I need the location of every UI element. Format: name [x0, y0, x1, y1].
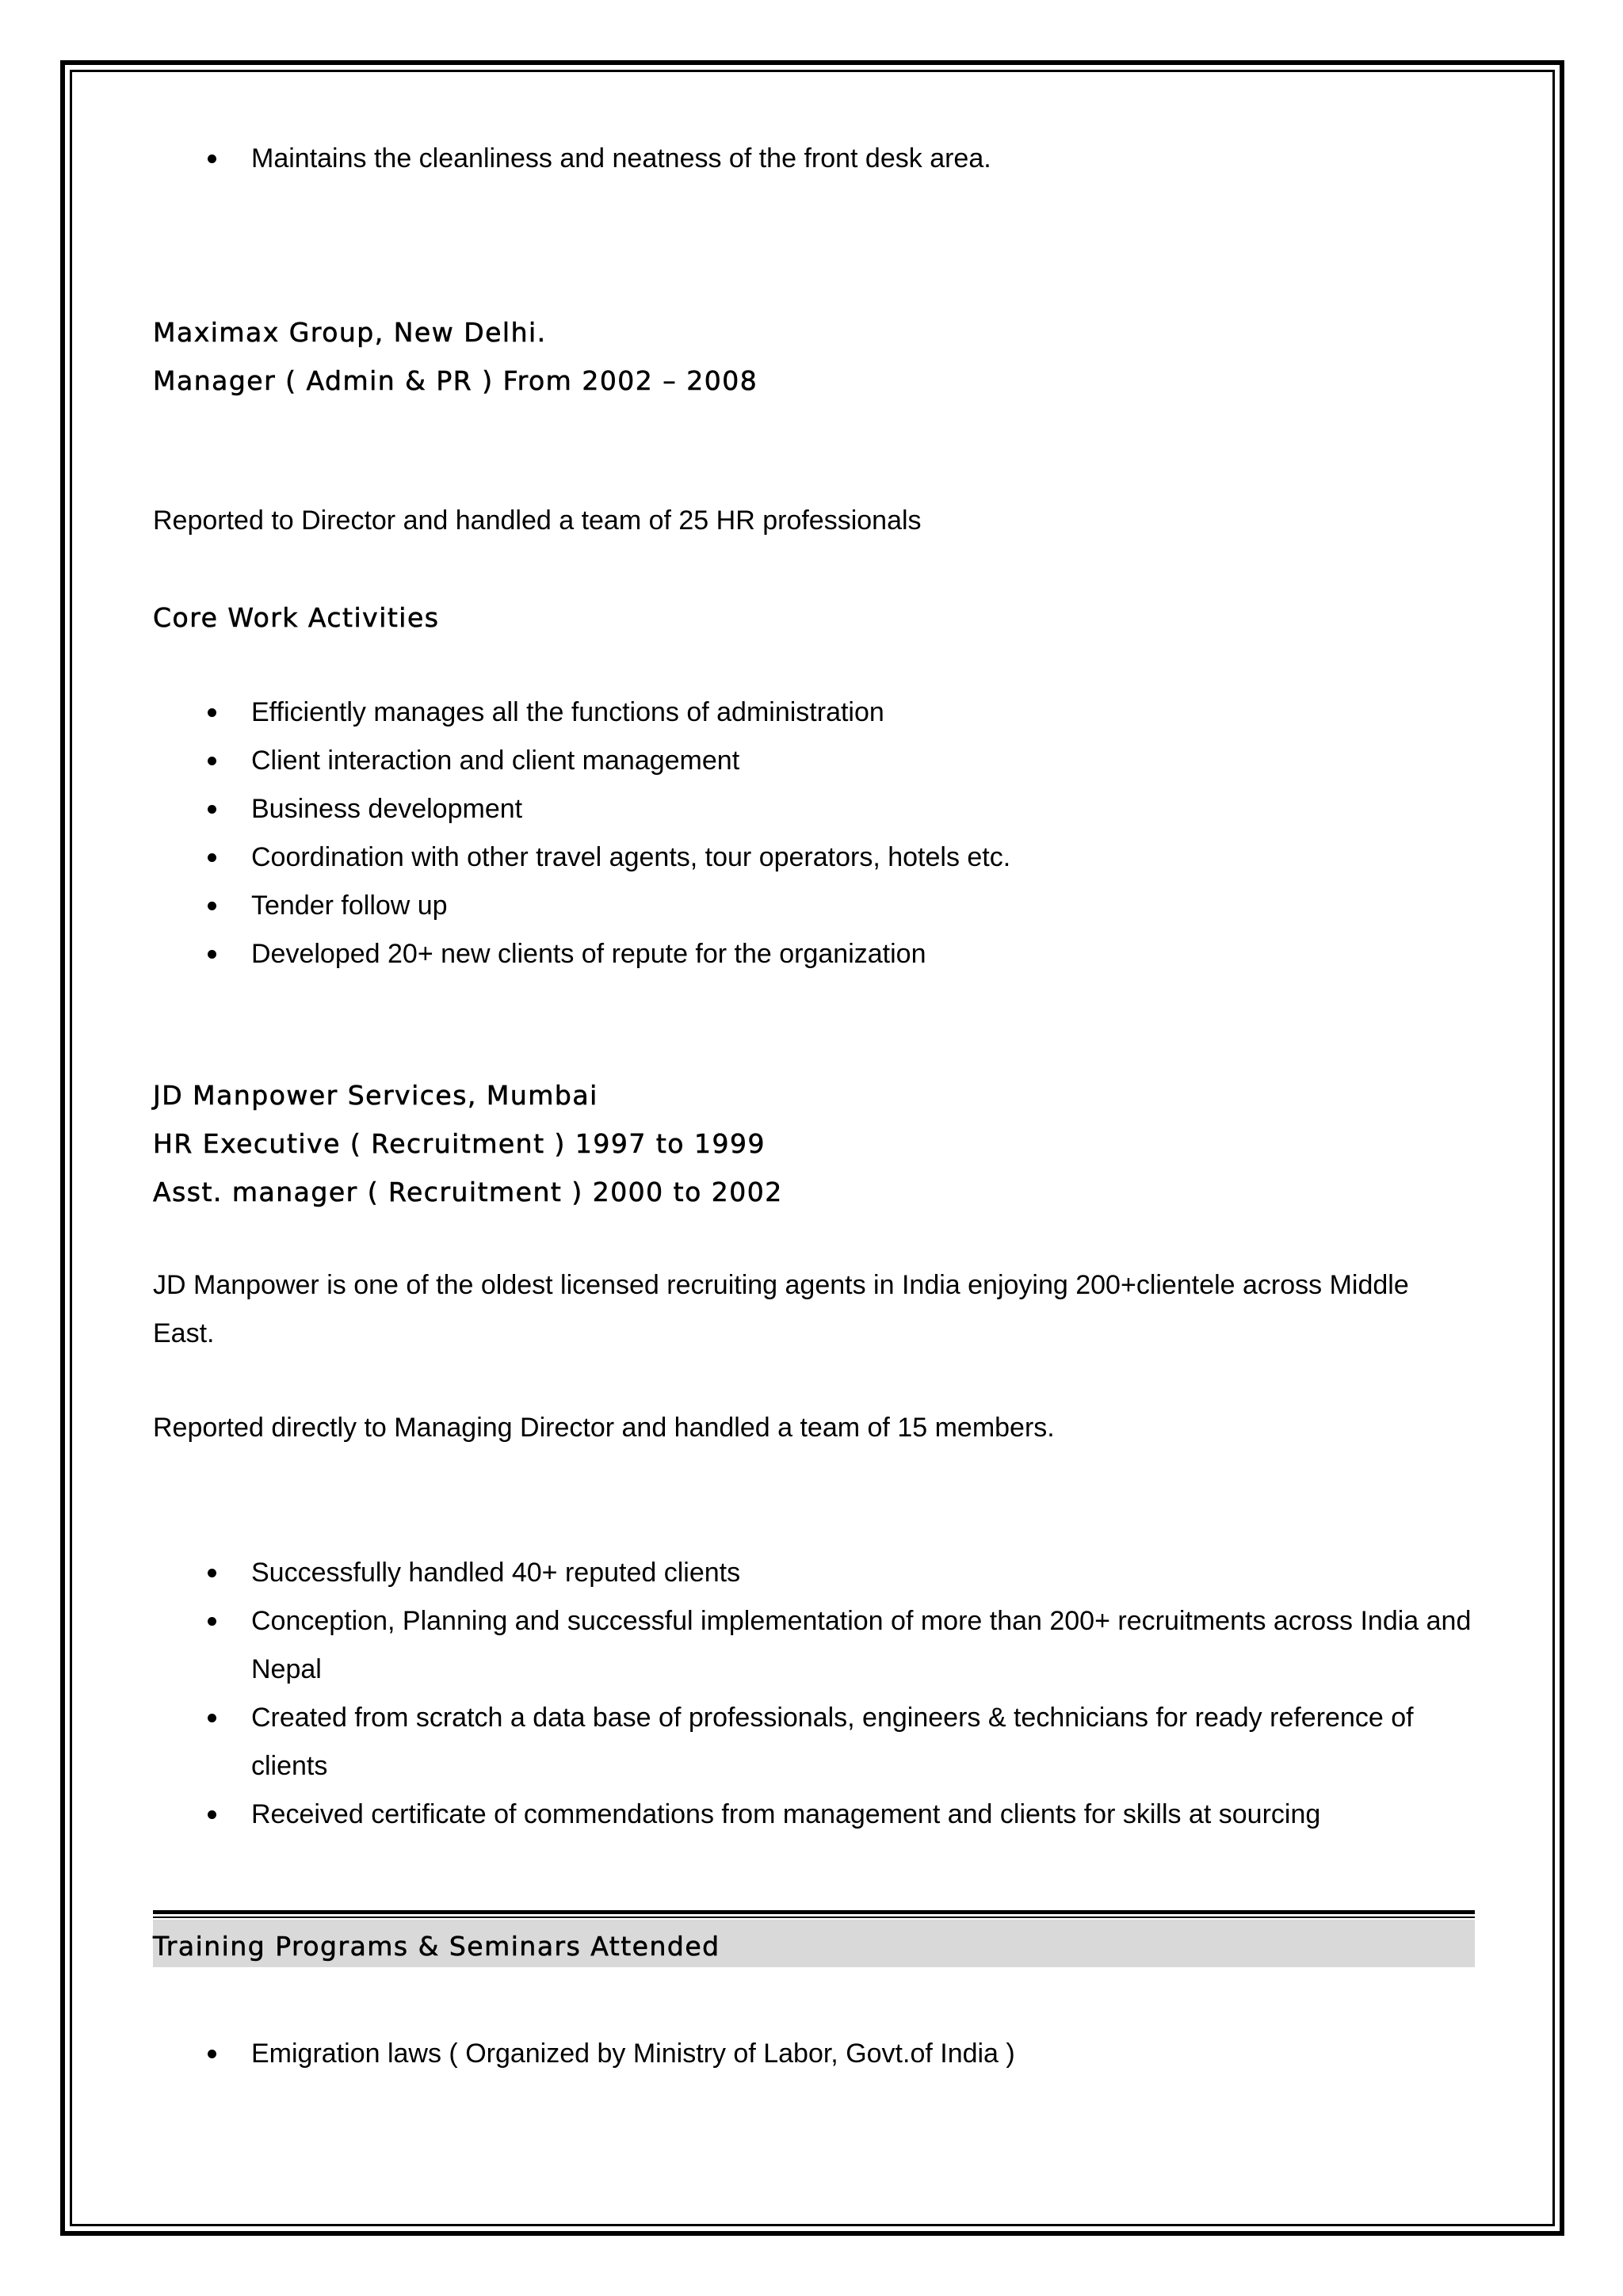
- jd-manpower-role-1: HR Executive ( Recruitment ) 1997 to 1999: [153, 1128, 766, 1159]
- front-desk-duties-list: [153, 135, 1475, 183]
- maximax-role: Manager ( Admin & PR ) From 2002 – 2008: [153, 365, 758, 396]
- list-item: Conception, Planning and successful implementation of more than 200+ recruitments across India and Nepal: [153, 1597, 1475, 1694]
- list-item: Tender follow up: [153, 882, 1475, 930]
- maximax-company: Maximax Group, New Delhi.: [153, 317, 547, 348]
- list-item: Developed 20+ new clients of repute for the organization: [153, 930, 1475, 978]
- training-section-header: [153, 1920, 1475, 1967]
- list-item: Created from scratch a data base of professionals, engineers & technicians for ready reference of clients: [153, 1694, 1475, 1791]
- list-item: Successfully handled 40+ reputed clients: [153, 1549, 1475, 1597]
- list-item: Business development: [153, 785, 1475, 833]
- jd-manpower-company: JD Manpower Services, Mumbai: [153, 1080, 598, 1111]
- jd-manpower-role-2: Asst. manager ( Recruitment ) 2000 to 2002: [153, 1177, 783, 1207]
- section-divider-thick: [153, 1910, 1475, 1914]
- maximax-activities-list: [153, 688, 1475, 978]
- jd-manpower-description: JD Manpower is one of the oldest licensed recruiting agents in India enjoying 200+clientele across Middle East.: [153, 1270, 1409, 1348]
- jd-manpower-summary: Reported directly to Managing Director and handled a team of 15 members.: [153, 1413, 1055, 1443]
- training-list: [153, 2030, 1475, 2078]
- list-item: Maintains the cleanliness and neatness of the front desk area.: [153, 135, 1475, 183]
- list-item: Emigration laws ( Organized by Ministry of Labor, Govt.of India ): [153, 2030, 1475, 2078]
- jd-manpower-achievements-list: [153, 1549, 1475, 1839]
- maximax-summary: Reported to Director and handled a team of 25 HR professionals: [153, 505, 922, 536]
- list-item: Received certificate of commendations from management and clients for skills at sourcing: [153, 1791, 1475, 1839]
- training-heading: Training Programs & Seminars Attended: [153, 1931, 720, 1962]
- list-item: Client interaction and client management: [153, 737, 1475, 785]
- list-item: Efficiently manages all the functions of administration: [153, 688, 1475, 737]
- list-item: Coordination with other travel agents, tour operators, hotels etc.: [153, 833, 1475, 882]
- core-work-activities-heading: Core Work Activities: [153, 602, 440, 633]
- section-divider-thin: [153, 1917, 1475, 1918]
